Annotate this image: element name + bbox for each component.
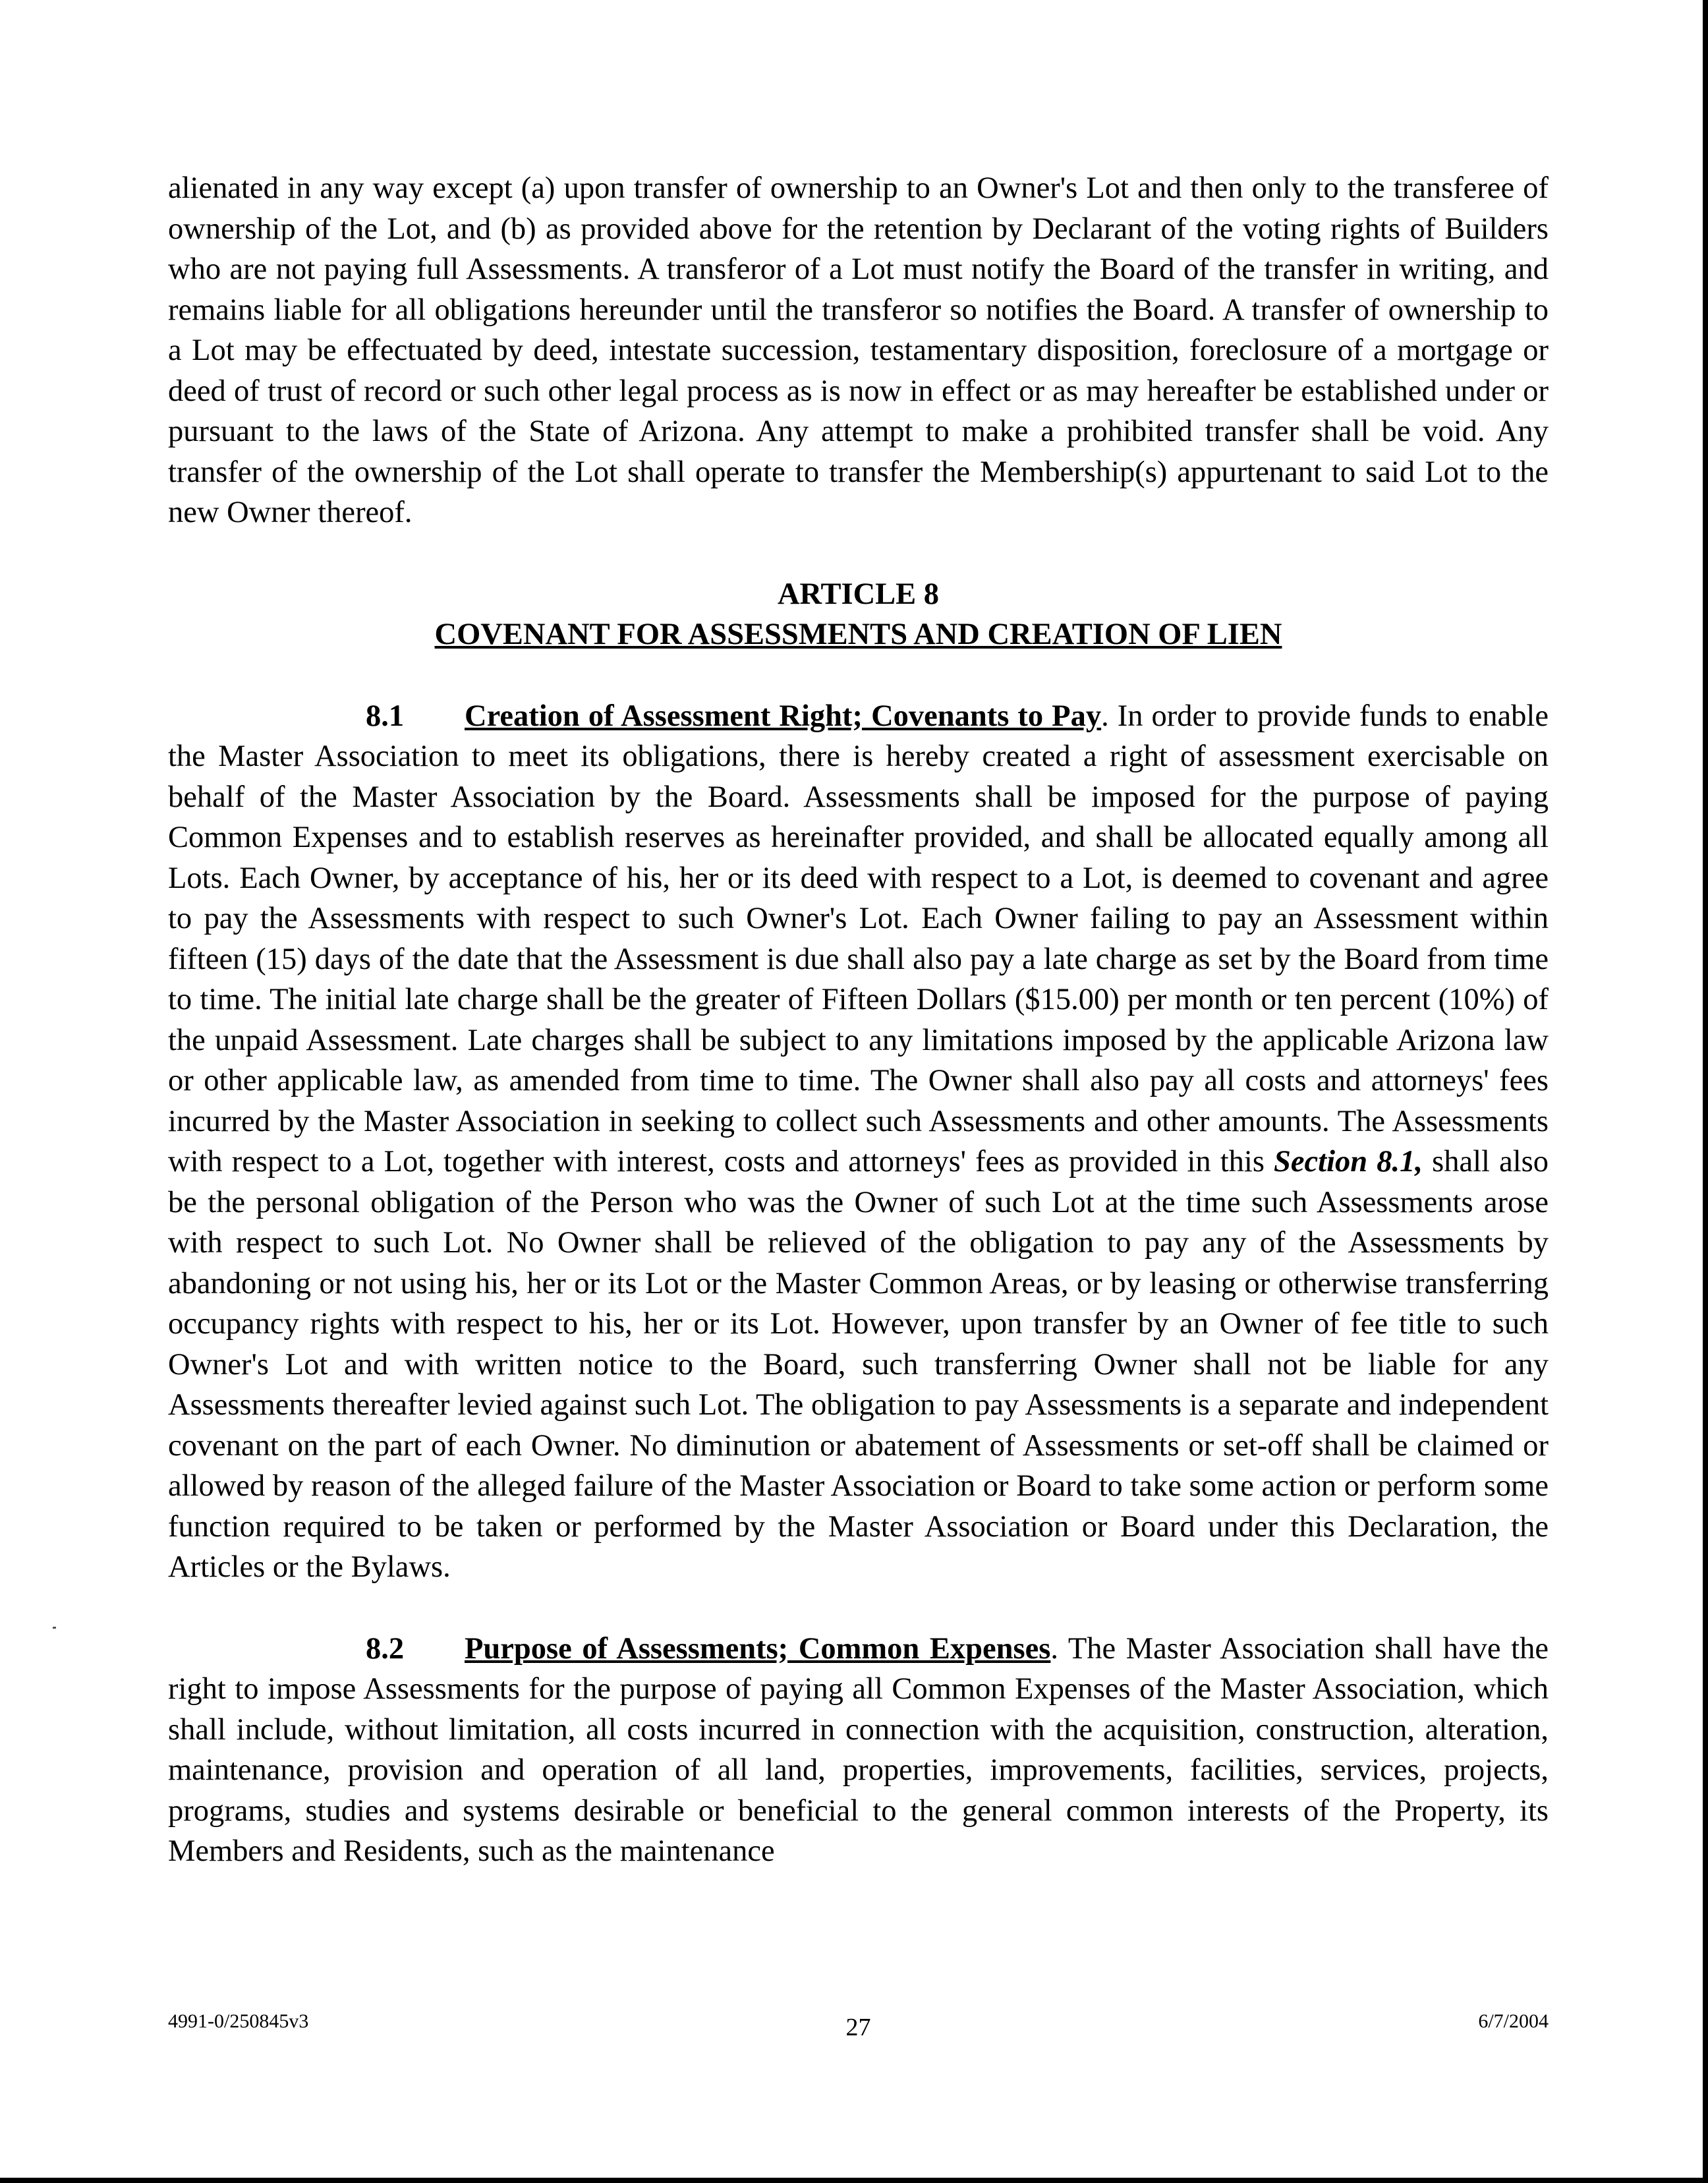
section-body-continued: shall also be the personal obligation of the Person who was the Owner of such Lot at the time such Assessments arose with respect to such Lot. No Owner shall be relieved of the obligation to pay any of the Assessments by abandoning or not using his, her or its Lot or the Master Common Areas, or by leasing or otherwise transferring occupancy rights with respect to his, her or its Lot. However, upon transfer by an Owner of fee title to such Owner's Lot and with written notice to the Board, such transferring Owner shall not be liable for any Assessments thereafter levied against such Lot. The obligation to pay Assessments is a separate and independent covenant on the part of each Owner. No diminution or abatement of Assessments or set-off shall be claimed or allowed by reason of the alleged failure of the Master Association or Board to take some action or perform some function required to be taken or performed by the Master Association or Board under this Declaration, the Articles or the Bylaws. — [168, 1145, 1549, 1584]
article-number: ARTICLE 8 — [777, 577, 940, 611]
article-title: COVENANT FOR ASSESSMENTS AND CREATION OF LIEN — [434, 618, 1282, 651]
section-number: 8.2 — [366, 1631, 405, 1666]
document-page — [168, 168, 1549, 1872]
spacer — [168, 1588, 1549, 1629]
document-id: 4991-0/250845v3 — [168, 2010, 309, 2032]
section-8-1 — [168, 696, 1549, 1588]
scan-speck — [53, 1627, 56, 1629]
section-body: . In order to provide funds to enable the Master Association to meet its obligations, there is hereby created a right of assessment exercisable on behalf of the Master Association by the Board. Assessments shall be imposed for the purpose of paying Common Expenses and to establish reserves as hereinafter provided, and shall be allocated equally among all Lots. Each Owner, by acceptance of his, her or its deed with respect to a Lot, is deemed to covenant and agree to pay the Assessments with respect to such Owner's Lot. Each Owner failing to pay an Assessment within fifteen (15) days of the date that the Assessment is due shall also pay a late charge as set by the Board from time to time. The initial late charge shall be the greater of Fifteen Dollars ($15.00) per month or ten percent (10%) of the unpaid Assessment. Late charges shall be subject to any limitations imposed by the applicable Arizona law or other applicable law, as amended from time to time. The Owner shall also pay all costs and attorneys' fees incurred by the Master Association in seeking to collect such Assessments and other amounts. The Assessments with respect to a Lot, together with interest, costs and attorneys' fees as provided in this — [168, 699, 1549, 1179]
document-date: 6/7/2004 — [1478, 2010, 1549, 2032]
page-border-right — [1703, 0, 1708, 2183]
section-8-2 — [168, 1629, 1549, 1872]
spacer — [168, 655, 1549, 696]
section-title: Purpose of Assessments; Common Expenses — [465, 1631, 1051, 1666]
page-number: 27 — [845, 2014, 871, 2041]
section-reference: Section 8.1, — [1274, 1145, 1423, 1179]
page-border-bottom — [0, 2178, 1708, 2183]
page-footer — [168, 2010, 1549, 2043]
section-number: 8.1 — [366, 699, 405, 733]
section-body: . The Master Association shall have the right to impose Assessments for the purpose of paying all Common Expenses of the Master Association, which shall include, without limitation, all costs incurred in connection with the acquisition, construction, alteration, maintenance, provision and operation of all land, properties, improvements, facilities, services, projects, programs, studies and systems desirable or beneficial to the general common interests of the Property, its Members and Residents, such as the maintenance — [168, 1631, 1549, 1868]
spacer — [168, 533, 1549, 574]
intro-paragraph: alienated in any way except (a) upon transfer of ownership to an Owner's Lot and then only to the transferee of ownership of the Lot, and (b) as provided above for the retention by Declarant of the voting rights of Builders who are not paying full Assessments. A transferor of a Lot must notify the Board of the transfer in writing, and remains liable for all obligations hereunder until the transferor so notifies the Board. A transfer of ownership to a Lot may be effectuated by deed, intestate succession, testamentary disposition, foreclosure of a mortgage or deed of trust of record or such other legal process as is now in effect or as may hereafter be established under or pursuant to the laws of the State of Arizona. Any attempt to make a prohibited transfer shall be void. Any transfer of the ownership of the Lot shall operate to transfer the Membership(s) appurtenant to said Lot to the new Owner thereof. — [168, 171, 1549, 529]
section-title: Creation of Assessment Right; Covenants to Pay — [465, 699, 1102, 733]
